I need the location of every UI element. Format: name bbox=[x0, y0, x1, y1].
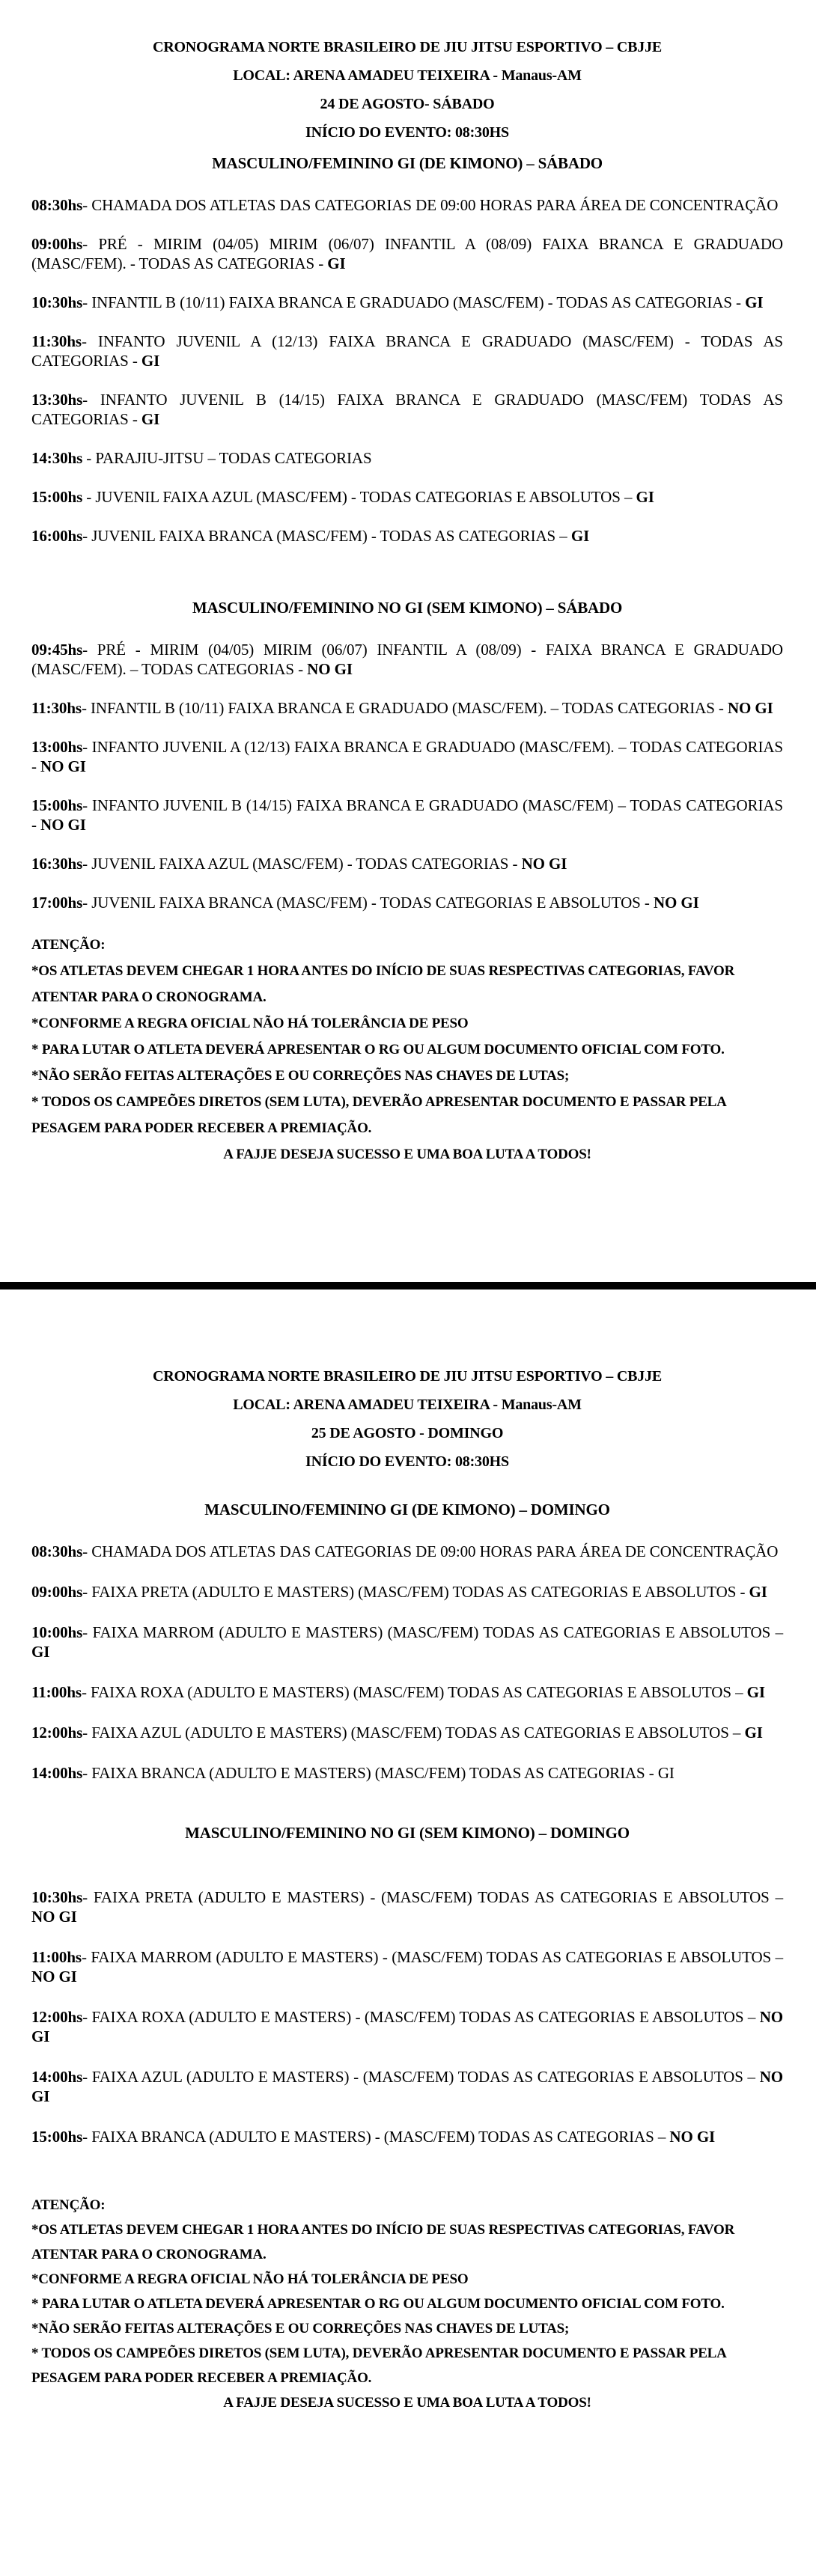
sections-saturday bbox=[31, 153, 783, 912]
item-gi-tag: GI bbox=[745, 293, 764, 311]
item-gi-tag: NO GI bbox=[31, 1968, 77, 1986]
item-gi-tag: GI bbox=[570, 527, 590, 545]
schedule-section bbox=[31, 598, 783, 912]
schedule-item bbox=[31, 640, 783, 679]
schedule-item bbox=[31, 1542, 783, 1561]
item-text: - FAIXA PRETA (ADULTO E MASTERS) - (MASC/FEM) TODAS AS CATEGORIAS E ABSOLUTOS – bbox=[82, 1888, 783, 1906]
item-time: 11:30hs bbox=[31, 332, 82, 350]
doc-start-time: INÍCIO DO EVENTO: 08:30HS bbox=[305, 1453, 509, 1470]
item-gi-tag: GI bbox=[746, 1683, 765, 1701]
section-heading: MASCULINO/FEMININO GI (DE KIMONO) – SÁBADO bbox=[212, 154, 603, 172]
doc-start-time: INÍCIO DO EVENTO: 08:30HS bbox=[305, 124, 509, 141]
doc-header-saturday bbox=[31, 37, 783, 142]
item-gi-tag: NO GI bbox=[40, 816, 86, 834]
item-time: 09:00hs bbox=[31, 1583, 83, 1601]
schedule-item bbox=[31, 526, 783, 546]
attention-note-line: *NÃO SERÃO FEITAS ALTERAÇÕES E OU CORREÇÕES NAS CHAVES DE LUTAS; bbox=[31, 2321, 570, 2337]
schedule-section bbox=[31, 153, 783, 546]
schedule-item bbox=[31, 1763, 783, 1783]
item-text: - INFANTO JUVENIL A (12/13) FAIXA BRANCA E GRADUADO (MASC/FEM) - TODAS AS CATEGORIAS - bbox=[31, 332, 783, 370]
section-heading: MASCULINO/FEMININO NO GI (SEM KIMONO) – SÁBADO bbox=[192, 599, 623, 617]
item-time: 14:30hs bbox=[31, 449, 83, 467]
attention-note-line: PESAGEM PARA PODER RECEBER A PREMIAÇÃO. bbox=[31, 1120, 372, 1136]
item-time: 17:00hs bbox=[31, 894, 83, 912]
item-time: 16:30hs bbox=[31, 855, 83, 873]
sections-sunday bbox=[31, 1500, 783, 2146]
item-text: - JUVENIL FAIXA BRANCA (MASC/FEM) - TODAS CATEGORIAS E ABSOLUTOS - bbox=[82, 894, 654, 912]
attention-note-line: * TODOS OS CAMPEÕES DIRETOS (SEM LUTA), DEVERÃO APRESENTAR DOCUMENTO E PASSAR PELA bbox=[31, 1094, 727, 1110]
item-time: 10:00hs bbox=[31, 1623, 83, 1641]
item-gi-tag: GI bbox=[141, 352, 160, 370]
schedule-item bbox=[31, 2007, 783, 2046]
item-text: - PARAJIU-JITSU – TODAS CATEGORIAS bbox=[82, 449, 372, 467]
item-gi-tag: NO GI bbox=[307, 660, 353, 678]
notes-sunday bbox=[31, 2193, 783, 2390]
schedule-item bbox=[31, 1723, 783, 1742]
item-text: - FAIXA BRANCA (ADULTO E MASTERS) (MASC/FEM) TODAS AS CATEGORIAS - GI bbox=[82, 1764, 675, 1782]
item-time: 12:00hs bbox=[31, 2008, 83, 2026]
schedule-item bbox=[31, 234, 783, 273]
item-text: - JUVENIL FAIXA BRANCA (MASC/FEM) - TODAS AS CATEGORIAS – bbox=[82, 527, 571, 545]
schedule-item bbox=[31, 1682, 783, 1702]
item-gi-tag: NO GI bbox=[40, 757, 86, 775]
section-heading: MASCULINO/FEMININO NO GI (SEM KIMONO) – DOMINGO bbox=[185, 1824, 630, 1842]
item-time: 11:00hs bbox=[31, 1683, 82, 1701]
item-time: 10:30hs bbox=[31, 1888, 83, 1906]
item-text: - PRÉ - MIRIM (04/05) MIRIM (06/07) INFANTIL A (08/09) FAIXA BRANCA E GRADUADO (MASC/FEM). - TODAS AS CATEGORIAS - bbox=[31, 235, 783, 272]
item-gi-tag: NO GI bbox=[727, 699, 773, 717]
page-sunday bbox=[0, 1289, 816, 2576]
item-text: - CHAMADA DOS ATLETAS DAS CATEGORIAS DE 09:00 HORAS PARA ÁREA DE CONCENTRAÇÃO bbox=[82, 196, 779, 214]
schedule-section bbox=[31, 1823, 783, 2146]
attention-note-line: * PARA LUTAR O ATLETA DEVERÁ APRESENTAR O RG OU ALGUM DOCUMENTO OFICIAL COM FOTO. bbox=[31, 1042, 725, 1057]
item-text: - JUVENIL FAIXA AZUL (MASC/FEM) - TODAS CATEGORIAS - bbox=[82, 855, 522, 873]
schedule-item bbox=[31, 1887, 783, 1926]
item-gi-tag: GI bbox=[327, 254, 346, 272]
schedule-item bbox=[31, 1947, 783, 1986]
item-gi-tag: GI bbox=[749, 1583, 767, 1601]
item-time: 10:30hs bbox=[31, 293, 83, 311]
item-time: 11:00hs bbox=[31, 1948, 82, 1966]
item-text: - CHAMADA DOS ATLETAS DAS CATEGORIAS DE 09:00 HORAS PARA ÁREA DE CONCENTRAÇÃO bbox=[82, 1542, 779, 1560]
schedule-item bbox=[31, 893, 783, 912]
schedule-item bbox=[31, 448, 783, 468]
attention-note-line: *CONFORME A REGRA OFICIAL NÃO HÁ TOLERÂNCIA DE PESO bbox=[31, 2271, 469, 2287]
item-text: - FAIXA MARROM (ADULTO E MASTERS) - (MASC/FEM) TODAS AS CATEGORIAS E ABSOLUTOS – bbox=[82, 1948, 783, 1966]
doc-date: 24 DE AGOSTO- SÁBADO bbox=[320, 96, 495, 112]
item-text: - INFANTO JUVENIL A (12/13) FAIXA BRANCA E GRADUADO (MASC/FEM). – TODAS CATEGORIAS - bbox=[31, 738, 783, 775]
item-time: 09:45hs bbox=[31, 641, 83, 659]
schedule-item bbox=[31, 796, 783, 834]
closing-line: A FAJJE DESEJA SUCESSO E UMA BOA LUTA A TODOS! bbox=[223, 1147, 591, 1162]
item-gi-tag: NO GI bbox=[653, 894, 699, 912]
notes-saturday bbox=[31, 932, 783, 1141]
item-time: 13:00hs bbox=[31, 738, 83, 756]
item-text: - INFANTIL B (10/11) FAIXA BRANCA E GRADUADO (MASC/FEM) - TODAS AS CATEGORIAS - bbox=[82, 293, 746, 311]
doc-title: CRONOGRAMA NORTE BRASILEIRO DE JIU JITSU ESPORTIVO – CBJJE bbox=[152, 39, 663, 55]
item-time: 08:30hs bbox=[31, 1542, 83, 1560]
item-text: - FAIXA MARROM (ADULTO E MASTERS) (MASC/FEM) TODAS AS CATEGORIAS E ABSOLUTOS – bbox=[82, 1623, 783, 1641]
item-gi-tag: GI bbox=[31, 1643, 50, 1661]
attention-note-line: ATENÇÃO: bbox=[31, 2197, 106, 2213]
item-text: - INFANTO JUVENIL B (14/15) FAIXA BRANCA E GRADUADO (MASC/FEM) TODAS AS CATEGORIAS - bbox=[31, 391, 783, 428]
item-time: 08:30hs bbox=[31, 196, 83, 214]
attention-note-line: ATENTAR PARA O CRONOGRAMA. bbox=[31, 2247, 267, 2262]
schedule-item bbox=[31, 2127, 783, 2146]
schedule-item bbox=[31, 195, 783, 215]
schedule-item bbox=[31, 1623, 783, 1661]
schedule-item bbox=[31, 487, 783, 507]
item-time: 15:00hs bbox=[31, 796, 83, 814]
item-text: - FAIXA PRETA (ADULTO E MASTERS) (MASC/FEM) TODAS AS CATEGORIAS E ABSOLUTOS - bbox=[82, 1583, 749, 1601]
item-gi-tag: GI bbox=[636, 488, 654, 506]
page-divider bbox=[0, 1282, 816, 1289]
doc-title: CRONOGRAMA NORTE BRASILEIRO DE JIU JITSU ESPORTIVO – CBJJE bbox=[152, 1368, 663, 1385]
item-time: 12:00hs bbox=[31, 1724, 83, 1742]
item-time: 09:00hs bbox=[31, 235, 83, 253]
section-heading: MASCULINO/FEMININO GI (DE KIMONO) – DOMINGO bbox=[204, 1501, 610, 1519]
doc-location: LOCAL: ARENA AMADEU TEIXEIRA - Manaus-AM bbox=[233, 67, 582, 84]
schedule-item bbox=[31, 854, 783, 873]
schedule-item bbox=[31, 332, 783, 370]
page-saturday bbox=[0, 0, 816, 1282]
item-gi-tag: NO GI bbox=[31, 2008, 783, 2045]
attention-note-line: PESAGEM PARA PODER RECEBER A PREMIAÇÃO. bbox=[31, 2370, 372, 2386]
item-time: 14:00hs bbox=[31, 2068, 83, 2086]
item-gi-tag: NO GI bbox=[669, 2128, 716, 2146]
item-gi-tag: GI bbox=[744, 1724, 763, 1742]
closing-line: A FAJJE DESEJA SUCESSO E UMA BOA LUTA A TODOS! bbox=[223, 2395, 591, 2411]
item-text: - FAIXA ROXA (ADULTO E MASTERS) - (MASC/FEM) TODAS AS CATEGORIAS E ABSOLUTOS – bbox=[82, 2008, 760, 2026]
item-text: - INFANTO JUVENIL B (14/15) FAIXA BRANCA E GRADUADO (MASC/FEM) – TODAS CATEGORIAS - bbox=[31, 796, 783, 834]
item-gi-tag: NO GI bbox=[521, 855, 567, 873]
doc-header-sunday bbox=[31, 1367, 783, 1471]
item-text: - FAIXA ROXA (ADULTO E MASTERS) (MASC/FEM) TODAS AS CATEGORIAS E ABSOLUTOS – bbox=[82, 1683, 747, 1701]
schedule-section bbox=[31, 1500, 783, 1783]
attention-note-line: *OS ATLETAS DEVEM CHEGAR 1 HORA ANTES DO INÍCIO DE SUAS RESPECTIVAS CATEGORIAS, FAVOR bbox=[31, 2222, 735, 2238]
item-gi-tag: NO GI bbox=[31, 1908, 77, 1926]
attention-note-line: ATENÇÃO: bbox=[31, 937, 106, 953]
attention-note-line: *CONFORME A REGRA OFICIAL NÃO HÁ TOLERÂNCIA DE PESO bbox=[31, 1016, 469, 1031]
item-gi-tag: GI bbox=[141, 410, 160, 428]
attention-note-line: * TODOS OS CAMPEÕES DIRETOS (SEM LUTA), DEVERÃO APRESENTAR DOCUMENTO E PASSAR PELA bbox=[31, 2345, 727, 2361]
schedule-item bbox=[31, 698, 783, 718]
attention-note-line: * PARA LUTAR O ATLETA DEVERÁ APRESENTAR O RG OU ALGUM DOCUMENTO OFICIAL COM FOTO. bbox=[31, 2296, 725, 2312]
item-time: 15:00hs bbox=[31, 2128, 83, 2146]
schedule-item bbox=[31, 737, 783, 776]
schedule-item bbox=[31, 1582, 783, 1602]
item-time: 16:00hs bbox=[31, 527, 83, 545]
doc-date: 25 DE AGOSTO - DOMINGO bbox=[311, 1425, 504, 1441]
attention-note-line: *OS ATLETAS DEVEM CHEGAR 1 HORA ANTES DO INÍCIO DE SUAS RESPECTIVAS CATEGORIAS, FAVOR bbox=[31, 963, 735, 979]
attention-note-line: *NÃO SERÃO FEITAS ALTERAÇÕES E OU CORREÇÕES NAS CHAVES DE LUTAS; bbox=[31, 1068, 570, 1084]
item-time: 11:30hs bbox=[31, 699, 82, 717]
item-text: - INFANTIL B (10/11) FAIXA BRANCA E GRADUADO (MASC/FEM). – TODAS CATEGORIAS - bbox=[82, 699, 728, 717]
item-text: - FAIXA BRANCA (ADULTO E MASTERS) - (MASC/FEM) TODAS AS CATEGORIAS – bbox=[82, 2128, 670, 2146]
doc-location: LOCAL: ARENA AMADEU TEIXEIRA - Manaus-AM bbox=[233, 1397, 582, 1413]
item-time: 14:00hs bbox=[31, 1764, 83, 1782]
item-text: - FAIXA AZUL (ADULTO E MASTERS) - (MASC/FEM) TODAS AS CATEGORIAS E ABSOLUTOS – bbox=[82, 2068, 760, 2086]
schedule-item bbox=[31, 390, 783, 429]
item-text: - JUVENIL FAIXA AZUL (MASC/FEM) - TODAS CATEGORIAS E ABSOLUTOS – bbox=[82, 488, 636, 506]
item-text: - PRÉ - MIRIM (04/05) MIRIM (06/07) INFANTIL A (08/09) - FAIXA BRANCA E GRADUADO (MASC/FEM). – TODAS CATEGORIAS - bbox=[31, 641, 783, 678]
attention-note-line: ATENTAR PARA O CRONOGRAMA. bbox=[31, 989, 267, 1005]
item-time: 13:30hs bbox=[31, 391, 83, 409]
schedule-item bbox=[31, 2067, 783, 2106]
item-time: 15:00hs bbox=[31, 488, 83, 506]
schedule-item bbox=[31, 293, 783, 312]
item-gi-tag: NO GI bbox=[31, 2068, 783, 2105]
item-text: - FAIXA AZUL (ADULTO E MASTERS) (MASC/FEM) TODAS AS CATEGORIAS E ABSOLUTOS – bbox=[82, 1724, 745, 1742]
